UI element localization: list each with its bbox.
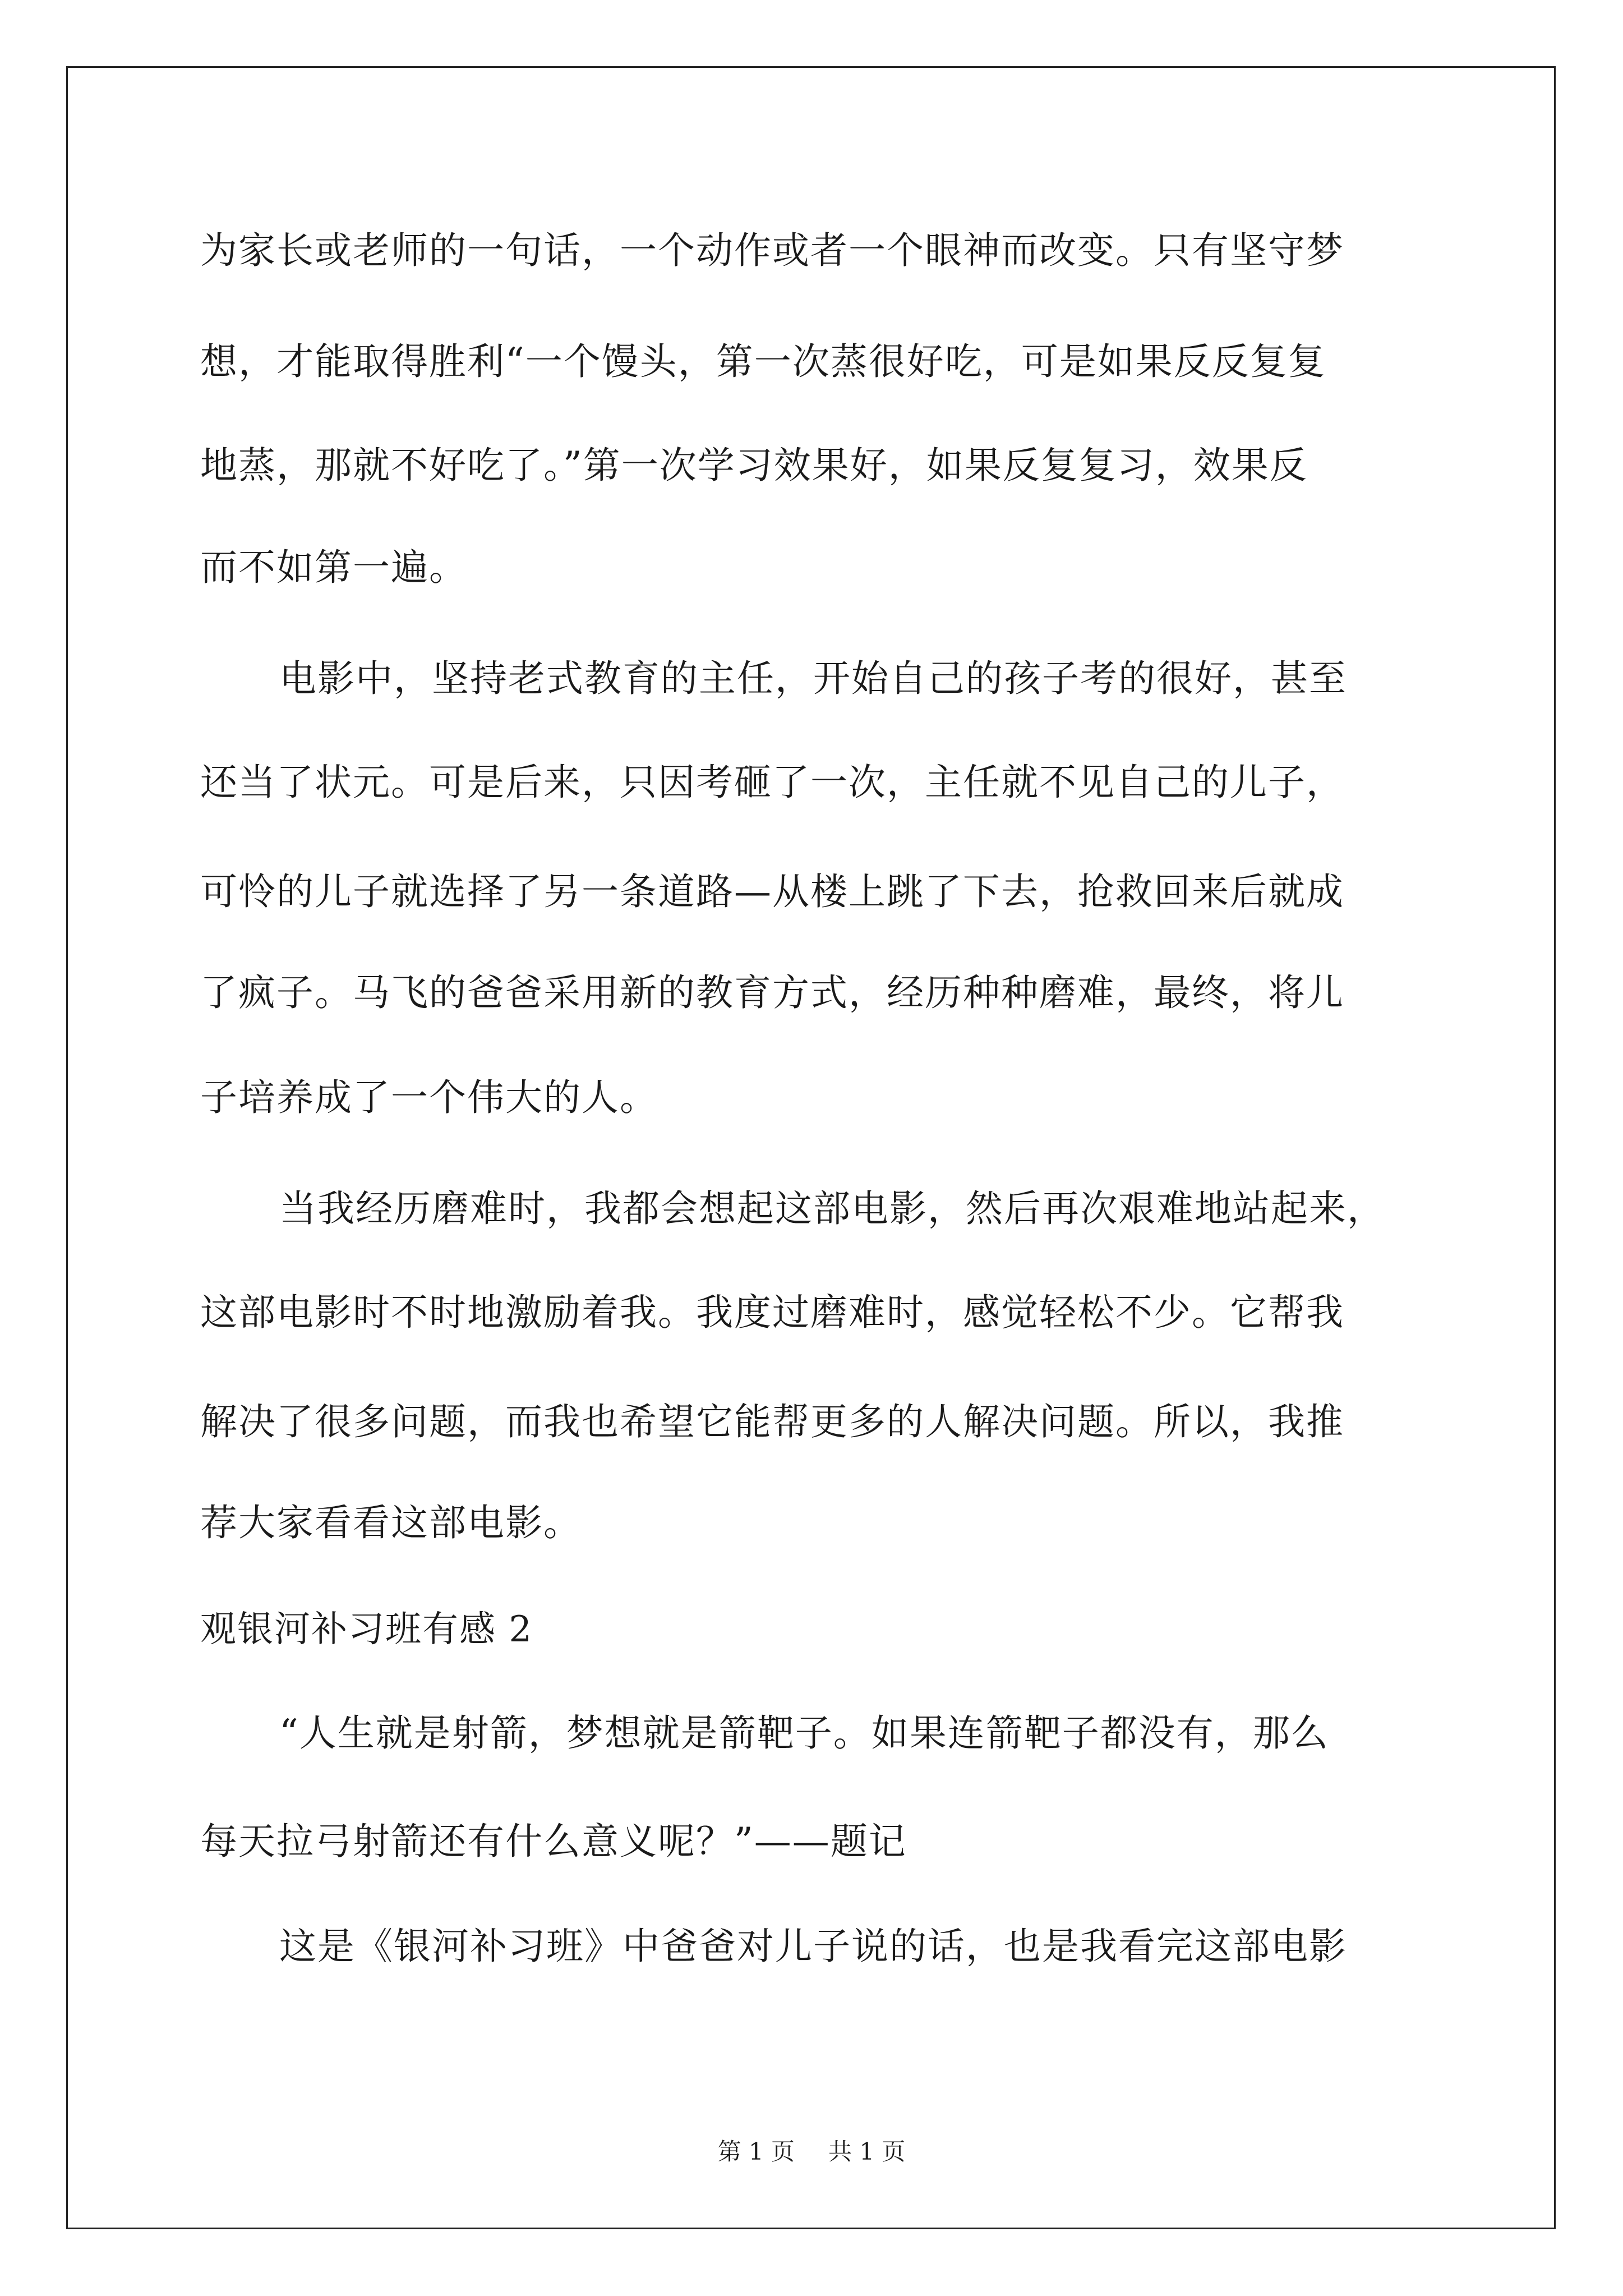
text-line: 地蒸，那就不好吃了。”第一次学习效果好，如果反复复习，效果反 [200,444,1308,487]
page-total: 共 1 页 [828,2138,906,2165]
section-heading: 观银河补习班有感 2 [200,1609,533,1650]
page-footer [0,2135,1623,2169]
text-line: 想，才能取得胜利“一个馒头，第一次蒸很好吃，可是如果反反复复 [200,340,1326,383]
text-line: 子培养成了一个伟大的人。 [200,1076,658,1119]
text-line: 为家长或老师的一句话，一个动作或者一个眼神而改变。只有坚守梦 [200,229,1344,272]
page-border [66,66,1556,2229]
text-line: 当我经历磨难时，我都会想起这部电影，然后再次艰难地站起来， [279,1187,1385,1230]
text-line: 了疯子。马飞的爸爸采用新的教育方式，经历种种磨难，最终，将儿 [200,971,1344,1014]
text-line: 这是《银河补习班》中爸爸对儿子说的话，也是我看完这部电影 [279,1925,1347,1968]
page-number: 第 1 页 [717,2138,795,2165]
text-line: 还当了状元。可是后来，只因考砸了一次，主任就不见自己的儿子， [200,761,1344,804]
text-line: 这部电影时不时地激励着我。我度过磨难时，感觉轻松不少。它帮我 [200,1291,1344,1334]
text-line: 可怜的儿子就选择了另一条道路—从楼上跳了下去，抢救回来后就成 [200,870,1344,913]
text-line: 电影中，坚持老式教育的主任，开始自己的孩子考的很好，甚至 [279,657,1347,700]
text-line: 每天拉弓射箭还有什么意义呢？”——题记 [200,1820,907,1863]
text-line: 而不如第一遍。 [200,546,467,589]
text-line: “人生就是射箭，梦想就是箭靶子。如果连箭靶子都没有，那么 [279,1711,1329,1755]
text-line: 荐大家看看这部电影。 [200,1501,582,1544]
text-line: 解决了很多问题，而我也希望它能帮更多的人解决问题。所以，我推 [200,1400,1344,1443]
